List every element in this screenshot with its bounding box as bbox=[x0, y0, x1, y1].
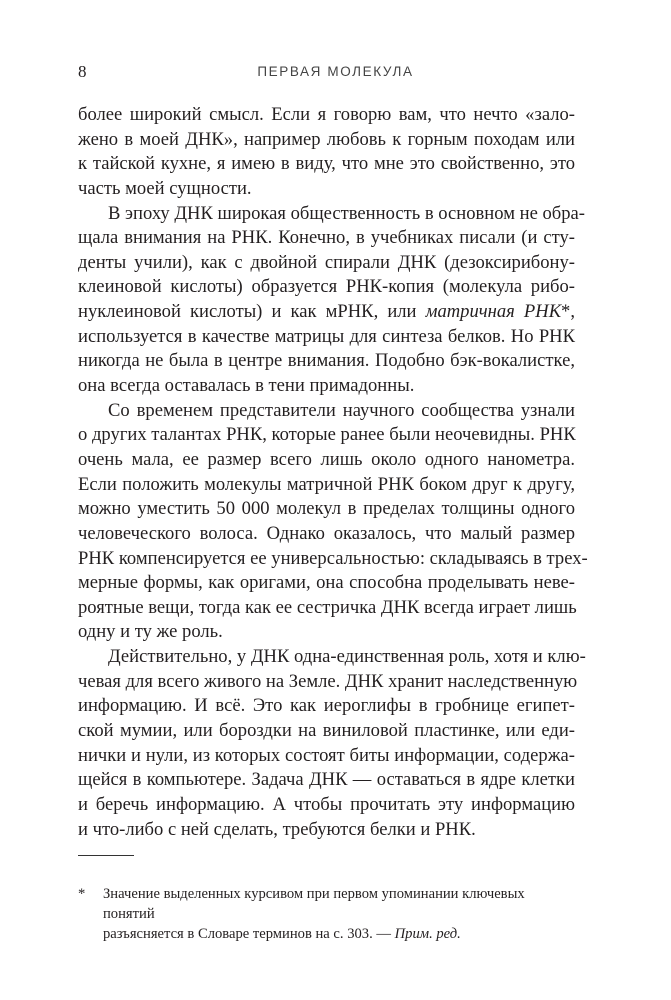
text-line bbox=[78, 522, 575, 547]
text-line bbox=[78, 325, 575, 350]
text-line bbox=[78, 793, 575, 818]
text-segment: денты учили), как с двойной спирали ДНК (дезоксирибону- bbox=[78, 251, 575, 273]
text-segment: можно уместить 50 000 молекул в пределах толщины одного bbox=[78, 498, 575, 520]
text-segment: к тайской кухне, я имею в виду, что мне это свойственно, это bbox=[78, 153, 575, 175]
text-line bbox=[78, 202, 585, 227]
text-segment: используется в качестве матрицы для синтеза белков. Но РНК bbox=[78, 325, 575, 347]
text-segment: о других талантах РНК, которые ранее были неочевидны. РНК bbox=[78, 424, 576, 446]
text-line bbox=[78, 670, 578, 695]
text-line bbox=[78, 349, 575, 374]
text-segment: клеиновой кислоты) образуется РНК-копия (молекула рибо- bbox=[78, 276, 575, 298]
text-line bbox=[78, 719, 575, 744]
text-segment: и что-либо с ней сделать, требуются белки и РНК. bbox=[78, 818, 476, 840]
paragraph bbox=[78, 399, 588, 645]
text-line bbox=[78, 547, 588, 572]
paragraph bbox=[78, 645, 586, 842]
text-segment: Со временем представители научного сообщества узнали bbox=[108, 399, 575, 421]
italic-term: матричная РНК bbox=[425, 301, 562, 323]
text-segment: щала внимания на РНК. Конечно, в учебниках писали (и сту- bbox=[78, 227, 575, 249]
text-line bbox=[78, 571, 575, 596]
text-segment: одну и ту же роль. bbox=[78, 621, 223, 643]
text-line bbox=[78, 423, 575, 448]
footnote-editor-note: Прим. ред. bbox=[394, 926, 461, 942]
text-segment: никогда не была в центре внимания. Подобно бэк-вокалистке, bbox=[78, 350, 575, 372]
text-segment: В эпоху ДНК широкая общественность в основном не обра- bbox=[108, 202, 585, 224]
text-line bbox=[78, 497, 575, 522]
text-line bbox=[78, 645, 586, 670]
text-segment: роятные вещи, тогда как ее сестричка ДНК всегда играет лишь bbox=[78, 596, 577, 618]
text-line bbox=[78, 251, 575, 276]
text-segment: информацию. И всё. Это как иероглифы в гробнице египет- bbox=[78, 695, 575, 717]
text-line bbox=[78, 152, 575, 177]
text-line bbox=[78, 768, 575, 793]
text-line bbox=[78, 694, 575, 719]
text-line bbox=[78, 818, 575, 843]
text-segment: она всегда оставалась в тени примадонны. bbox=[78, 375, 415, 397]
text-line bbox=[78, 128, 575, 153]
text-segment: чевая для всего живого на Земле. ДНК хранит наследственную bbox=[78, 670, 578, 692]
footnote-mark: * bbox=[78, 886, 86, 902]
text-segment: человеческого волоса. Однако оказалось, что малый размер bbox=[78, 522, 575, 544]
text-segment: мерные формы, как оригами, она способна проделывать неве- bbox=[78, 572, 575, 594]
text-segment: Действительно, у ДНК одна-единственная роль, хотя и клю- bbox=[108, 646, 586, 668]
footnote-text: разъясняется в Словаре терминов на с. 303. — bbox=[103, 926, 395, 942]
text-line bbox=[78, 596, 575, 621]
text-segment: щейся в компьютере. Задача ДНК — оставаться в ядре клетки bbox=[78, 769, 575, 791]
text-segment: Если положить молекулы матричной РНК боком друг к другу, bbox=[78, 473, 575, 495]
footnote-line bbox=[103, 924, 578, 944]
text-line bbox=[78, 103, 575, 128]
text-line bbox=[78, 275, 575, 300]
running-title: ПЕРВАЯ МОЛЕКУЛА bbox=[257, 64, 414, 79]
text-line bbox=[78, 177, 575, 202]
footnote-divider bbox=[78, 855, 134, 856]
body-text bbox=[78, 103, 588, 842]
paragraph bbox=[78, 103, 575, 202]
text-segment: очень мала, ее размер всего лишь около одного нанометра. bbox=[78, 448, 575, 470]
text-segment: более широкий смысл. Если я говорю вам, что нечто «зало- bbox=[78, 104, 575, 125]
text-segment: жено в моей ДНК», например любовь к горным походам или bbox=[78, 128, 575, 150]
text-segment: часть моей сущности. bbox=[78, 177, 252, 199]
text-line bbox=[78, 744, 575, 769]
text-line bbox=[78, 226, 575, 251]
text-segment: ской мумии, или бороздки на виниловой пластинке, или еди- bbox=[78, 720, 575, 742]
footnote bbox=[78, 884, 578, 944]
text-line bbox=[78, 473, 575, 498]
text-segment: нуклеиновой кислоты) и как мРНК, или bbox=[78, 301, 426, 323]
text-line bbox=[78, 448, 575, 473]
text-line bbox=[78, 620, 575, 645]
text-line bbox=[78, 374, 575, 399]
paragraph bbox=[78, 202, 585, 399]
text-segment: *, bbox=[561, 301, 575, 323]
text-segment: и беречь информацию. А чтобы прочитать эту информацию bbox=[78, 793, 575, 815]
text-line bbox=[78, 300, 575, 325]
text-segment: РНК компенсируется ее универсальностью: складываясь в трех- bbox=[78, 547, 588, 569]
footnote-line: Значение выделенных курсивом при первом упоминании ключевых понятий bbox=[103, 886, 525, 922]
text-line bbox=[78, 399, 575, 424]
text-segment: нички и нули, из которых состоят биты информации, содержа- bbox=[78, 744, 575, 766]
page-number: 8 bbox=[78, 62, 87, 81]
